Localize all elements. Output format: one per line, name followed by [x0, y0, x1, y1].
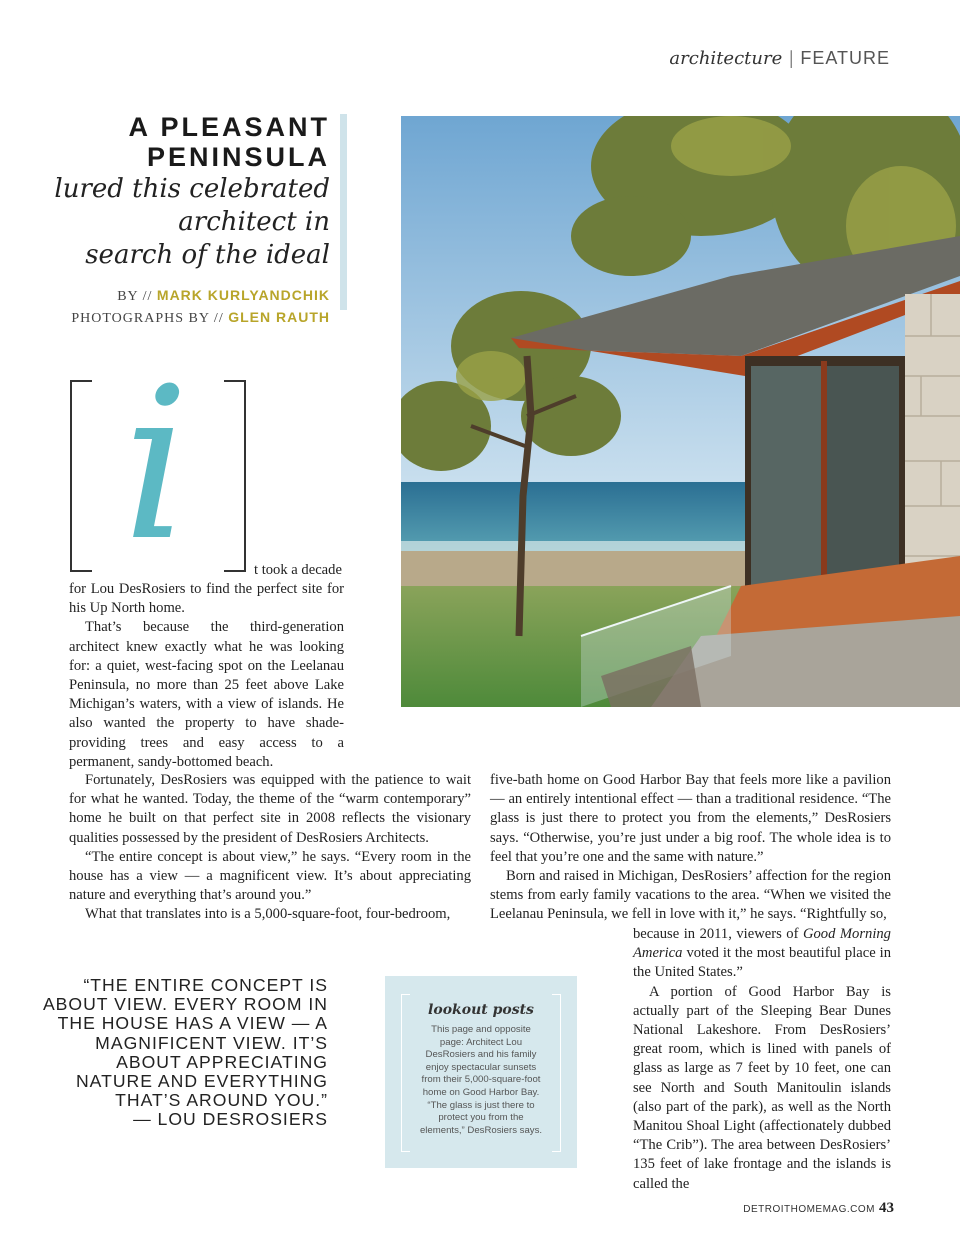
house-on-lake-photo: [401, 116, 960, 707]
page-number: 43: [879, 1200, 894, 1216]
author-byline: [40, 285, 330, 307]
dropcap-bracket-left: [70, 380, 92, 572]
headline-accent-rule: [340, 114, 347, 310]
deck-line-3: search of the ideal: [85, 240, 330, 270]
paragraph: That’s because the third-generation architect knew exactly what he was looking for: a quiet, west-facing spot on the Leelanau Peninsula, no more than 25 feet above Lake Michigan’s waters, with a view of islands. He also wanted the property to have shade-providing trees and easy access to a permanent, sandy-bottomed beach.: [69, 619, 344, 770]
pull-quote: [40, 976, 328, 1130]
paragraph: [633, 925, 891, 983]
article-column-right-top: [490, 771, 891, 925]
caption-sidebar: [385, 976, 577, 1168]
article-column-right: [633, 925, 891, 1194]
pull-quote-text: “THE ENTIRE CONCEPT IS ABOUT VIEW. EVERY ROOM IN THE HOUSE HAS A VIEW — A MAGNIFICENT VIEW. IT’S ABOUT APPRECIATING NATURE AND EVERYTHING THAT’S AROUND YOU.”: [42, 975, 328, 1111]
photographer-label: PHOTOGRAPHS BY //: [71, 311, 224, 326]
opening-line: t took a decade: [254, 562, 342, 578]
sidebar-title: lookout posts: [428, 1002, 534, 1018]
headline-line-2: PENINSULA: [146, 142, 330, 172]
paragraph: “The entire concept is about view,” he says. “Every room in the house has a view — a magnificent view. It’s about appreciating nature and everything that’s around you.”: [69, 848, 471, 904]
sidebar-caption: This page and opposite page: Architect Lou DesRosiers and his family enjoy spectacular sunsets from their 5,000-square-foot home on Good Harbor Bay. “The glass is just there to protect you from the elements,” DesRosiers says.: [419, 1024, 543, 1136]
author-label: BY //: [117, 289, 153, 304]
article-column-left-top: [69, 580, 344, 772]
section-category: FEATURE: [800, 48, 890, 68]
paragraph: for Lou DesRosiers to find the perfect site for his Up North home.: [69, 581, 344, 617]
section-name: architecture: [669, 48, 783, 69]
section-separator: |: [788, 48, 795, 69]
headline-block: [40, 112, 330, 329]
footer-site: DETROITHOMEMAG.COM: [743, 1204, 875, 1215]
paragraph: What that translates into is a 5,000-square-foot, four-bedroom,: [85, 906, 451, 923]
deck-line-2: architect in: [178, 207, 330, 237]
page-footer: [743, 1197, 894, 1217]
dropcap-letter: i: [122, 342, 190, 587]
paragraph-fragment: voted it the most beautiful place in the United States.”: [633, 945, 892, 981]
section-label: [669, 48, 890, 69]
show-title: Good Morning America: [633, 926, 891, 962]
paragraph: Born and raised in Michigan, DesRosiers’ affection for the region stems from early family vacations to the area. “When we visited the Leelanau Peninsula, we fell in love with it,” he says. “Rightfully so,: [490, 868, 891, 923]
pull-quote-attribution: — LOU DESROSIERS: [133, 1109, 328, 1130]
photographer-name: GLEN RAUTH: [228, 309, 330, 325]
dropcap-bracket-right: [224, 380, 246, 572]
paragraph: A portion of Good Harbor Bay is actually part of the Sleeping Bear Dunes National Lakeshore. From DesRosiers’ great room, which is lined with panels of glass as large as 7 feet by 10 feet, one can see North and South Manitoulin islands (also part of the park), as well as the North Manitou Shoal Light (affectionately dubbed “The Crib”). The area between DesRosiers’ 135 feet of lake frontage and the islands is called the: [633, 983, 891, 1192]
article-column-left: [69, 771, 471, 925]
paragraph-fragment: because in 2011, viewers of: [633, 926, 799, 942]
headline-line-1: A PLEASANT: [128, 112, 330, 142]
paragraph: five-bath home on Good Harbor Bay that feels more like a pavilion — an entirely intentional effect — than a traditional residence. “The glass is just there to protect you from the elements,” DesRosiers says. “Otherwise, you’re just under a big roof. The whole idea is to feel that you’re one and the same with nature.”: [490, 772, 891, 865]
photographer-byline: [40, 307, 330, 329]
deck-line-1: lured this celebrated: [54, 174, 330, 204]
author-name: MARK KURLYANDCHIK: [156, 287, 330, 303]
paragraph: Fortunately, DesRosiers was equipped with the patience to wait for what he wanted. Today, the theme of the “warm contemporary” home he built on that perfect site in 2008 reflects the visionary qualities possessed by the president of DesRosiers Architects.: [69, 772, 471, 846]
